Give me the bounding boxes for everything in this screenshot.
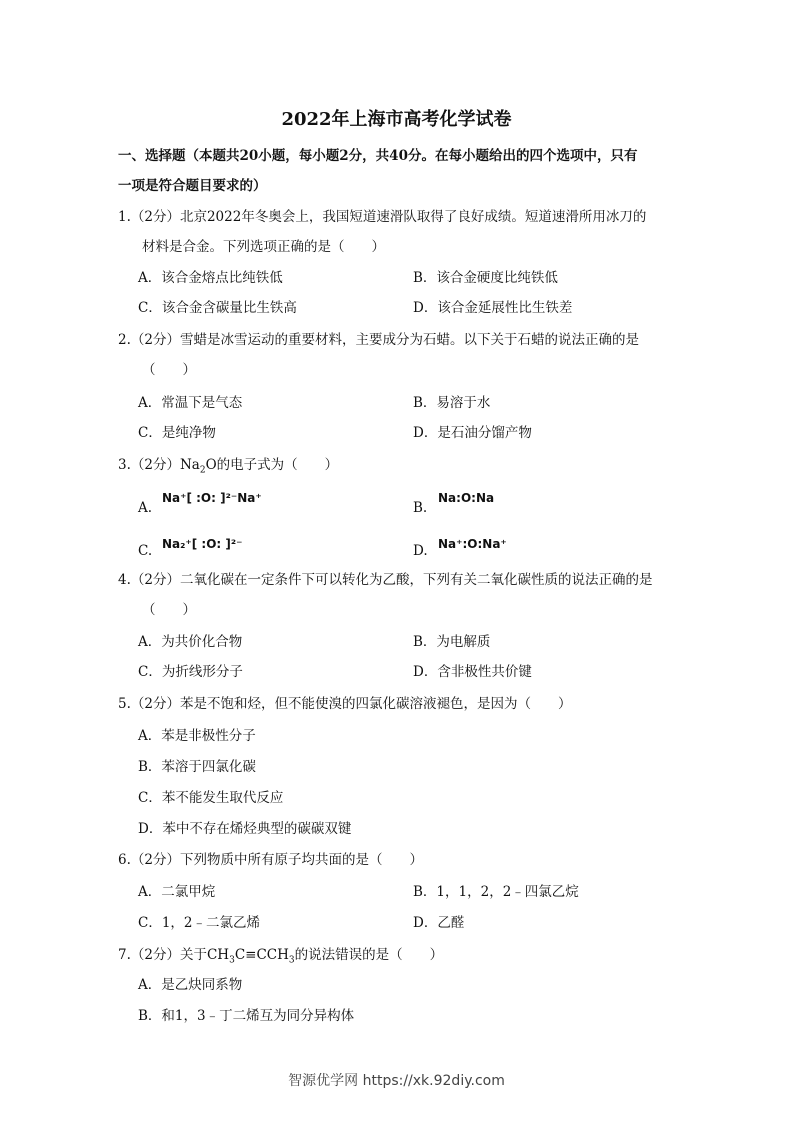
question-1-line-1: 1.（2分）北京2022年冬奥会上，我国短道速滑队取得了良好成绩。短道速滑所用冰刀的: [118, 209, 647, 225]
q7-option-a: A．是乙炔同系物: [138, 977, 243, 993]
q4-option-c: C．为折线形分子: [138, 664, 243, 680]
question-1: [118, 202, 698, 262]
q1-option-d: D．该合金延展性比生铁差: [413, 300, 573, 316]
q2-option-c: C．是纯净物: [138, 425, 216, 441]
question-3: [118, 450, 698, 486]
question-6-line-1: 6.（2分）下列物质中所有原子均共面的是（ ）: [118, 852, 423, 868]
q4-option-b: B．为电解质: [413, 634, 491, 650]
q3-option-b-formula: Na:O:Na: [438, 491, 495, 505]
question-4: [118, 565, 698, 625]
q5-option-c: C．苯不能发生取代反应: [138, 790, 284, 806]
question-3-subscript: 2: [199, 465, 206, 476]
q3-option-c-label: C.: [138, 543, 153, 559]
q6-option-b: B．1，1，2，2﹣四氯乙烷: [413, 884, 579, 900]
q2-option-b: B．易溶于水: [413, 395, 491, 411]
q1-option-a: A．该合金熔点比纯铁低: [138, 270, 283, 286]
question-3-stem-a: 3.（2分）Na: [118, 457, 200, 473]
page-title: 2022年上海市高考化学试卷: [281, 109, 512, 130]
q3-option-d-label: D.: [413, 543, 428, 559]
question-7-stem-c: 的说法错误的是（ ）: [294, 947, 444, 963]
q2-option-d: D．是石油分馏产物: [413, 425, 532, 441]
question-3-stem-b: O的电子式为（ ）: [205, 457, 339, 473]
section-line-2: 一项是符合题目要求的）: [118, 178, 267, 194]
question-2-line-2: （ ）: [142, 362, 196, 378]
question-1-line-2: 材料是合金。下列选项正确的是（ ）: [142, 239, 385, 255]
question-7-subscript-2: 3: [288, 955, 295, 966]
question-2: [118, 325, 698, 385]
question-7-subscript-1: 3: [229, 955, 235, 966]
q1-option-c: C．该合金含碳量比生铁高: [138, 300, 297, 316]
q6-option-a: A．二氯甲烷: [138, 884, 216, 900]
question-4-line-1: 4.（2分）二氧化碳在一定条件下可以转化为乙酸，下列有关二氧化碳性质的说法正确的是: [118, 572, 653, 588]
question-4-line-2: （ ）: [142, 602, 196, 618]
section-line-1: 一、选择题（本题共20小题，每小题2分，共40分。在每小题给出的四个选项中，只有: [118, 148, 638, 164]
question-2-line-1: 2.（2分）雪蜡是冰雪运动的重要材料，主要成分为石蜡。以下关于石蜡的说法正确的是: [118, 332, 639, 348]
question-7-stem-a: 7.（2分）关于CH: [118, 947, 230, 963]
question-7: [118, 940, 698, 976]
q3-option-a-formula: Na⁺[ :O: ]²⁻Na⁺: [162, 491, 262, 505]
q6-option-d: D．乙醛: [413, 915, 465, 931]
q4-option-d: D．含非极性共价键: [413, 664, 532, 680]
q6-option-c: C．1，2﹣二氯乙烯: [138, 915, 261, 931]
q2-option-a: A．常温下是气态: [138, 395, 243, 411]
section-heading: [118, 141, 698, 201]
q5-option-d: D．苯中不存在烯烃典型的碳碳双键: [138, 821, 352, 837]
q5-option-b: B．苯溶于四氯化碳: [138, 759, 256, 775]
q3-option-b-label: B.: [413, 500, 428, 516]
question-6: [118, 845, 698, 875]
question-5-line-1: 5.（2分）苯是不饱和烃，但不能使溴的四氯化碳溶液褪色，是因为（ ）: [118, 696, 572, 712]
q5-option-a: A．苯是非极性分子: [138, 728, 256, 744]
question-5: [118, 689, 698, 719]
q3-option-c-formula: Na₂⁺[ :O: ]²⁻: [162, 537, 243, 551]
q4-option-a: A．为共价化合物: [138, 634, 243, 650]
question-7-stem-b: C≡CCH: [234, 947, 289, 963]
q3-option-a-label: A.: [138, 500, 153, 516]
q7-option-b: B．和1，3﹣丁二烯互为同分异构体: [138, 1008, 355, 1024]
q3-option-d-formula: Na⁺:O:Na⁺: [438, 537, 507, 551]
footer-watermark: 智源优学网 https://xk.92diy.com: [288, 1073, 505, 1089]
q1-option-b: B．该合金硬度比纯铁低: [413, 270, 558, 286]
